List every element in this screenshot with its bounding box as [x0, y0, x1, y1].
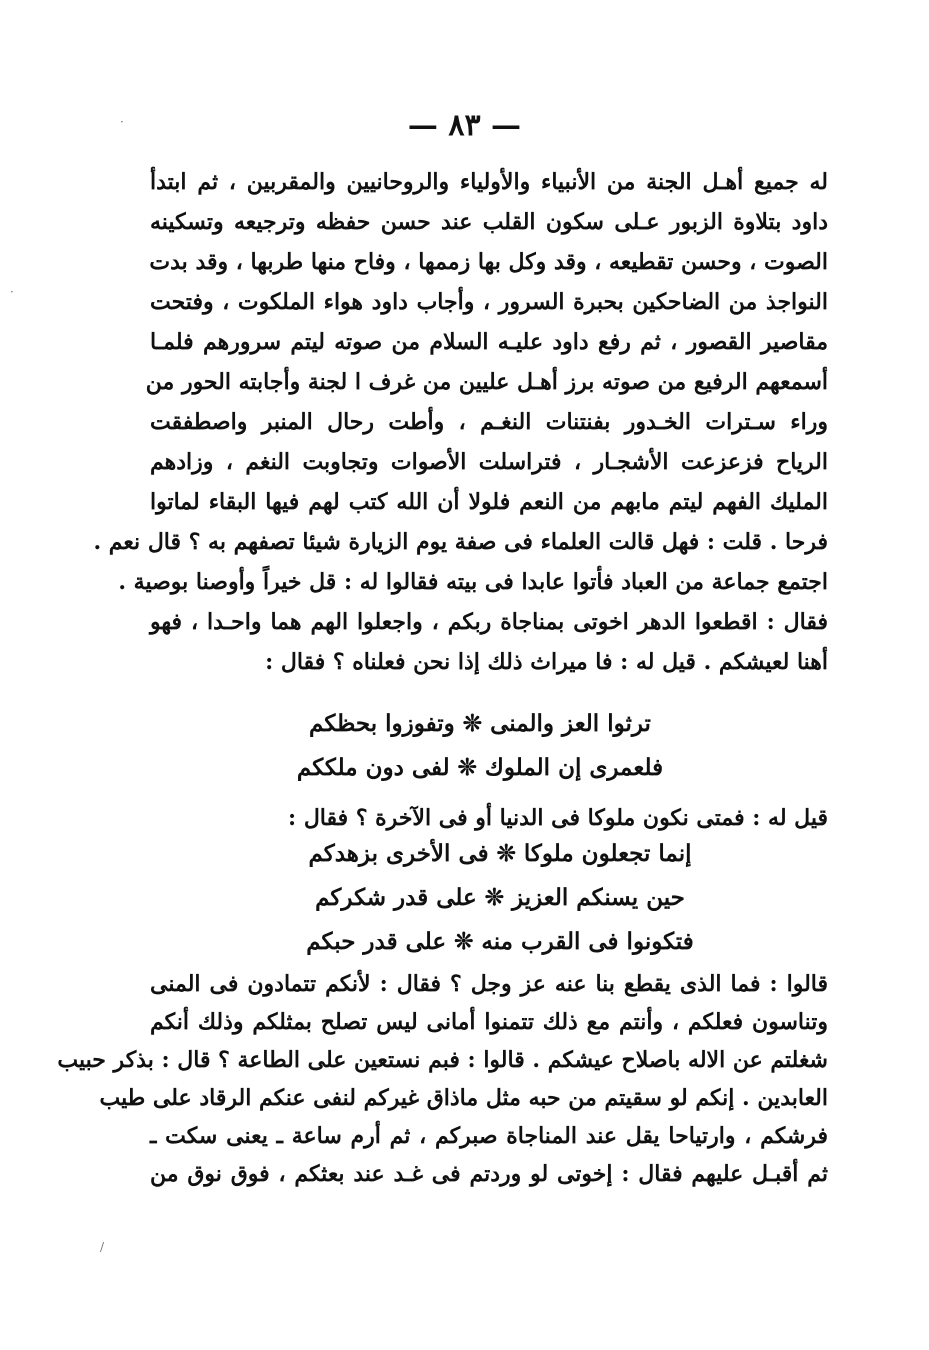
text-line: ثم أقبـل عليهم فقال : إخوتى لو وردتم فى غـد عند بعثكم ، فوق نوق من [150, 1161, 828, 1187]
text-line: وتناسون فعلكم ، وأنتم مع ذلك تتمنوا أمانى ليس تصلح بمثلكم وذلك أنكم [150, 1009, 828, 1035]
scan-speck: · [10, 285, 14, 299]
verse-line: حين يسنكم العزيز ❊ على قدر شكركم [315, 884, 685, 911]
text-line: الرياح فزعزعت الأشجـار ، فتراسلت الأصوات وتجاوبت النغم ، وزادهم [150, 449, 828, 475]
text-line: فقال : اقطعوا الدهر اخوتى بمناجاة ربكم ، واجعلوا الهم هما واحـدا ، فهو [150, 609, 828, 635]
text-line: شغلتم عن الاله باصلاح عيشكم . قالوا : فبم نستعين على الطاعة ؟ قال : بذكر حبيب [57, 1047, 828, 1073]
page-number: — ٨٣ — [407, 108, 522, 143]
paragraph-1 [93, 162, 828, 682]
text-line: النواجذ من الضاحكين بحبرة السرور ، وأجاب داود هواء الملكوت ، وفتحت [150, 289, 828, 315]
verse-group-1 [260, 702, 700, 790]
text-line: له جميع أهـل الجنة من الأنبياء والأولياء والروحانيين والمقربين ، ثم ابتدأ [150, 169, 828, 195]
text-line: أسمعهم الرفيع من صوته برز أهـل عليين من غرف ا لجنة وأجابته الحور من [145, 369, 828, 395]
text-line: داود بتلاوة الزبور عـلى سكون القلب عند حسن حفظه وترجيعه وتسكينه [150, 209, 828, 235]
scan-speck: · [120, 115, 124, 129]
verse-line: فتكونوا فى القرب منه ❊ على قدر حبكم [306, 928, 694, 955]
text-line: فرشكم ، وارتياحا يقل عند المناجاة صبركم ، ثم أرم ساعة ـ يعنى سكت ـ [150, 1123, 828, 1149]
paragraph-3 [57, 965, 828, 1193]
text-line: مقاصير القصور ، ثم رفع داود عليـه السلام من صوته ليتم سرورهم فلمـا [150, 329, 828, 355]
text-line: فرحا . قلت : فهل قالت العلماء فى صفة يوم الزيارة شيئا تصفهم به ؟ قال نعم . [93, 529, 828, 555]
text-line: أهنا لعيشكم . قيل له : فا ميراث ذلك إذا نحن فعلناه ؟ فقال : [265, 649, 828, 675]
text-line: اجتمع جماعة من العباد فأتوا عابدا فى بيته فقالوا له : قل خيراً وأوصنا بوصية . [118, 569, 828, 595]
scan-speck: / [100, 1240, 105, 1254]
text-line: قالوا : فما الذى يقطع بنا عنه عز وجل ؟ فقال : لأنكم تتمادون فى المنى [150, 971, 828, 997]
text-line: العابدين . إنكم لو سقيتم من حبه مثل ماذاق غيركم لنفى عنكم الرقاد على طيب [99, 1085, 828, 1111]
verse-line: ترثوا العز والمنى ❊ وتفوزوا بحظكم [309, 710, 651, 737]
verse-group-2 [290, 832, 710, 964]
text-line: قيل له : فمتى نكون ملوكا فى الدنيا أو فى الآخرة ؟ فقال : [288, 805, 828, 831]
verse-line: إنما تجعلون ملوكا ❊ فى الأخرى بزهدكم [308, 840, 692, 867]
text-line: المليك الفهم ليتم مابهم من النعم فلولا أن الله كتب لهم فيها البقاء لماتوا [150, 489, 828, 515]
verse-line: فلعمرى إن الملوك ❊ لفى دون ملككم [296, 754, 664, 781]
text-line: الصوت ، وحسن تقطيعه ، وقد وكل بها زممها ، وفاح منها طربها ، وقد بدت [149, 249, 828, 275]
text-line: وراء سـترات الخـدور بفنتنات النغـم ، وأطت رحال المنبر واصطفقت [150, 409, 828, 435]
